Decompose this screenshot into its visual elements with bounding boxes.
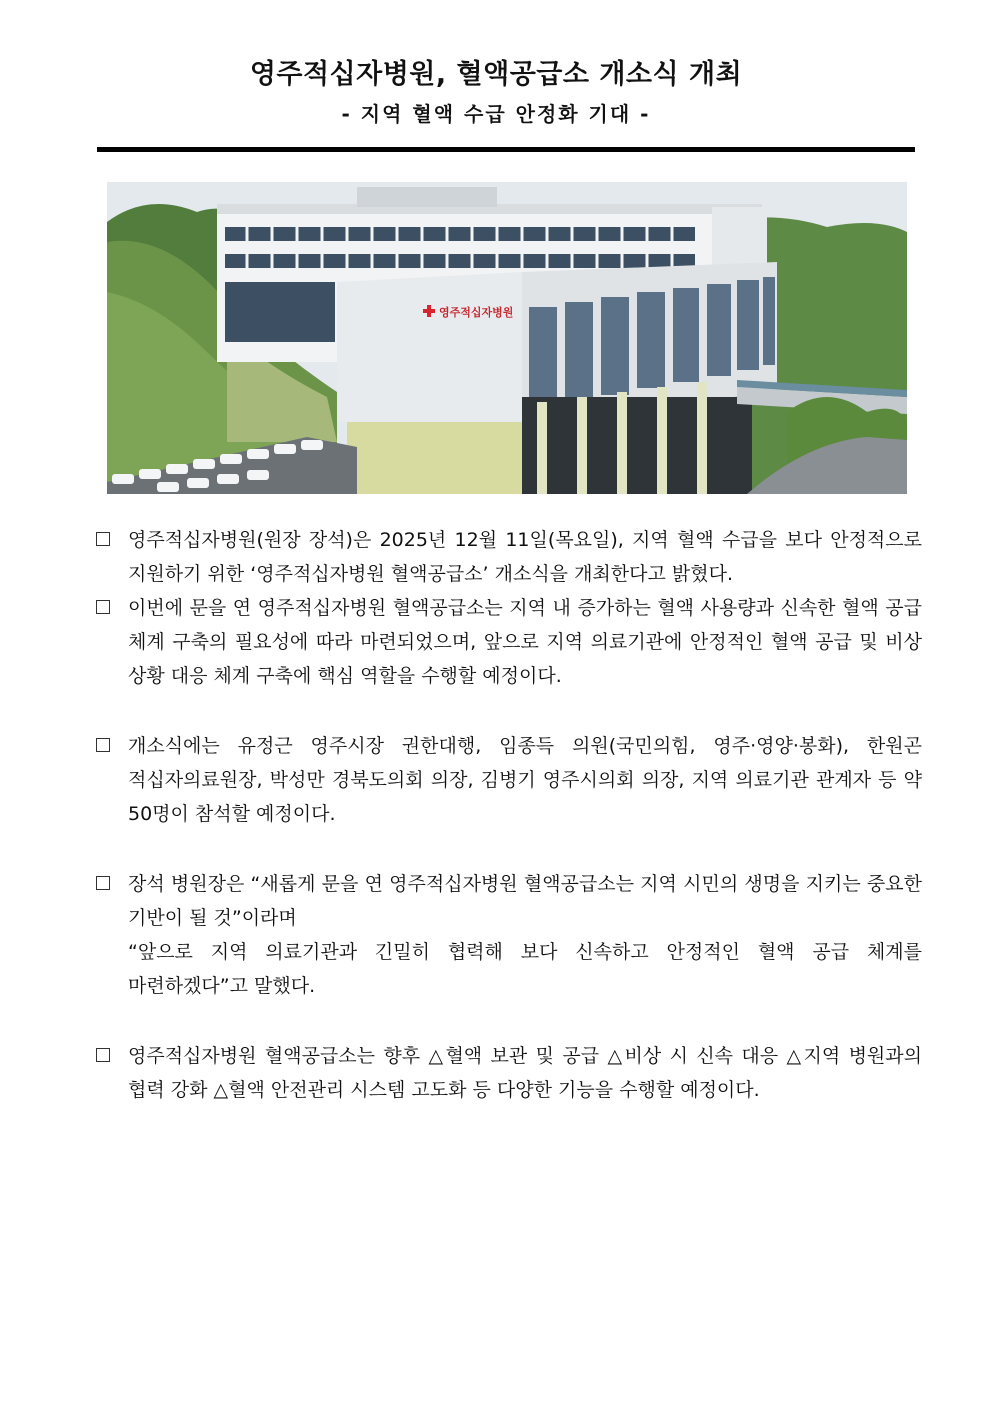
paragraph-text: 장석 병원장은 “새롭게 문을 연 영주적십자병원 혈액공급소는 지역 시민의 생명을 지키는 중요한 기반이 될 것”이라며: [128, 873, 922, 929]
paragraph-text: 영주적십자병원 혈액공급소는 향후 △혈액 보관 및 공급 △비상 시 신속 대응 △지역 병원과의 협력 강화 △혈액 안전관리 시스템 고도화 등 다양한 기능을 수행할 예정이다.: [128, 1045, 922, 1101]
hospital-photo: [107, 182, 907, 494]
checkbox-bullet-icon: [96, 1048, 110, 1062]
paragraph-functions: [96, 1039, 922, 1107]
article-body: [96, 523, 922, 1107]
paragraph-text: 영주적십자병원(원장 장석)은 2025년 12월 11일(목요일), 지역 혈액 수급을 보다 안정적으로 지원하기 위한 ‘영주적십자병원 혈액공급소’ 개소식을 개최한다고 밝혔다.: [128, 529, 922, 585]
paragraph-text: 개소식에는 유정근 영주시장 권한대행, 임종득 의원(국민의힘, 영주·영양·봉화), 한원곤 적십자의료원장, 박성만 경북도의회 의장, 김병기 영주시의회 의장, 지역 의료기관 관계자 등 약 50명이 참석할 예정이다.: [128, 735, 922, 825]
paragraph-quote: [96, 867, 922, 1003]
checkbox-bullet-icon: [96, 532, 110, 546]
document-title: 영주적십자병원, 혈액공급소 개소식 개최: [249, 59, 743, 90]
paragraph-attendees: [96, 729, 922, 831]
paragraph-text: 이번에 문을 연 영주적십자병원 혈액공급소는 지역 내 증가하는 혈액 사용량과 신속한 혈액 공급 체계 구축의 필요성에 따라 마련되었으며, 앞으로 지역 의료기관에 안정적인 혈액 공급 및 비상 상황 대응 체계 구축에 핵심 역할을 수행할 예정이다.: [128, 597, 922, 687]
paragraph-opening: [96, 523, 922, 591]
checkbox-bullet-icon: [96, 876, 110, 890]
document-subtitle: - 지역 혈액 수급 안정화 기대 -: [341, 102, 651, 126]
checkbox-bullet-icon: [96, 600, 110, 614]
paragraph-purpose: [96, 591, 922, 693]
paragraph-text-continued: “앞으로 지역 의료기관과 긴밀히 협력해 보다 신속하고 안정적인 혈액 공급 체계를 마련하겠다”고 말했다.: [128, 941, 922, 997]
title-divider: [97, 147, 915, 152]
hospital-sign-text: 영주적십자병원: [439, 306, 514, 319]
checkbox-bullet-icon: [96, 738, 110, 752]
